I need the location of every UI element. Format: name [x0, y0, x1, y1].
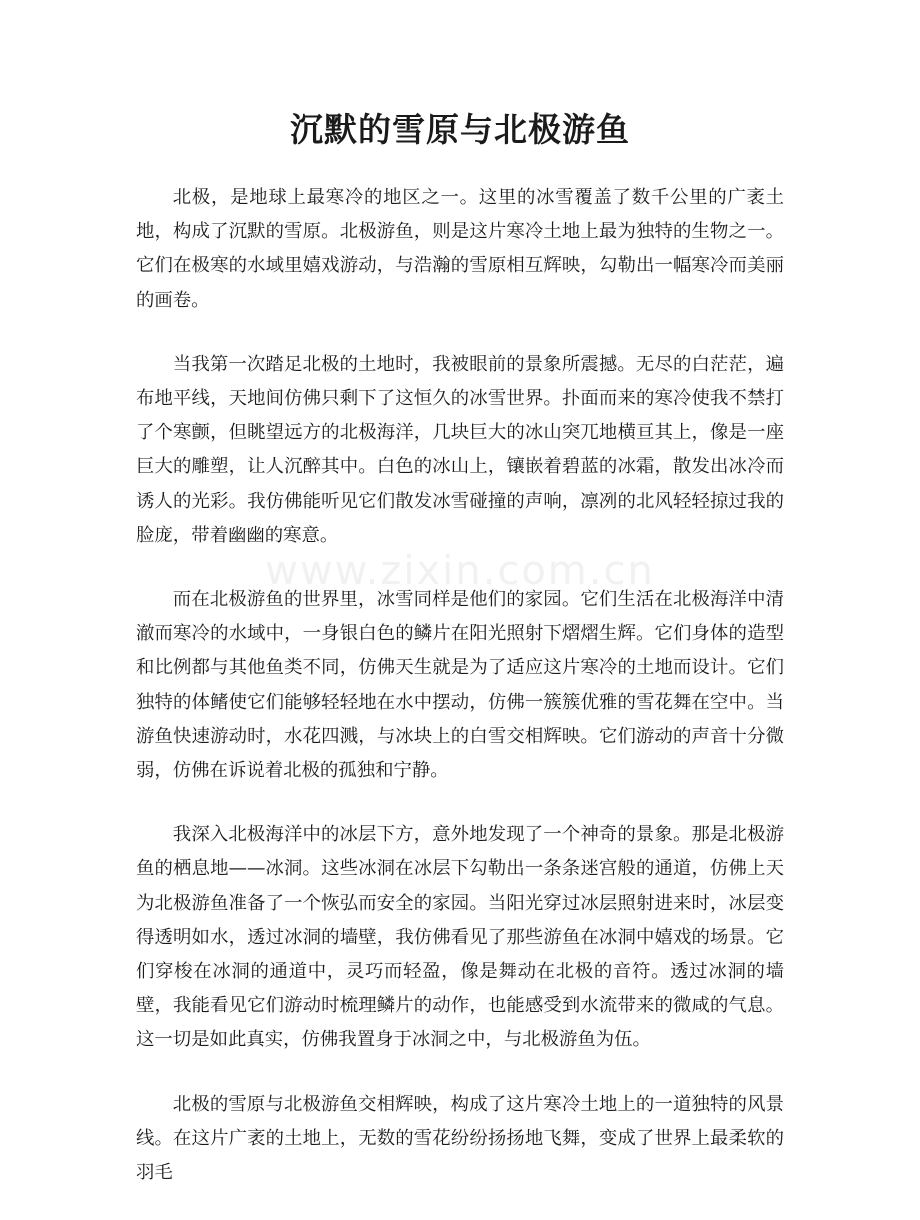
document-title: 沉默的雪原与北极游鱼	[290, 110, 630, 149]
paragraph-3: 而在北极游鱼的世界里，冰雪同样是他们的家园。它们生活在北极海洋中清澈而寒冷的水域中，一身银白色的鳞片在阳光照射下熠熠生辉。它们身体的造型和比例都与其他鱼类不同，仿佛天生就是为了适应这片寒冷的土地而设计。它们独特的体鳍使它们能够轻轻地在水中摆动，仿佛一簇簇优雅的雪花舞在空中。当游鱼快速游动时，水花四溅，与冰块上的白雪交相辉映。它们游动的声音十分微弱，仿佛在诉说着北极的孤独和宁静。	[136, 589, 784, 782]
watermark: www.zixin.com.cn	[265, 548, 655, 594]
paragraph-1: 北极，是地球上最寒冷的地区之一。这里的冰雪覆盖了数千公里的广袤土地，构成了沉默的雪原。北极游鱼，则是这片寒冷土地上最为独特的生物之一。它们在极寒的水域里嬉戏游动，与浩瀚的雪原相互辉映，勾勒出一幅寒冷而美丽的画卷。	[136, 187, 784, 311]
paragraph-2: 当我第一次踏足北极的土地时，我被眼前的景象所震撼。无尽的白茫茫，遍布地平线，天地间仿佛只剩下了这恒久的冰雪世界。扑面而来的寒冷使我不禁打了个寒颤，但眺望远方的北极海洋，几块巨大的冰山突兀地横亘其上，像是一座巨大的雕塑，让人沉醉其中。白色的冰山上，镶嵌着碧蓝的冰霜，散发出冰冷而诱人的光彩。我仿佛能听见它们散发冰雪碰撞的声响，凛冽的北风轻轻掠过我的脸庞，带着幽幽的寒意。	[136, 353, 784, 546]
paragraph-5: 北极的雪原与北极游鱼交相辉映，构成了这片寒冷土地上的一道独特的风景线。在这片广袤的土地上，无数的雪花纷纷扬扬地飞舞，变成了世界上最柔软的羽毛	[136, 1093, 784, 1184]
document-body	[136, 181, 784, 1220]
paragraph-4: 我深入北极海洋中的冰层下方，意外地发现了一个神奇的景象。那是北极游鱼的栖息地——冰洞。这些冰洞在冰层下勾勒出一条条迷宫般的通道，仿佛上天为北极游鱼准备了一个恢弘而安全的家园。当阳光穿过冰层照射进来时，冰层变得透明如水，透过冰洞的墙壁，我仿佛看见了那些游鱼在冰洞中嬉戏的场景。它们穿梭在冰洞的通道中，灵巧而轻盈，像是舞动在北极的音符。透过冰洞的墙壁，我能看见它们游动时梳理鳞片的动作，也能感受到水流带来的微咸的气息。这一切是如此真实，仿佛我置身于冰洞之中，与北极游鱼为伍。	[136, 824, 784, 1051]
